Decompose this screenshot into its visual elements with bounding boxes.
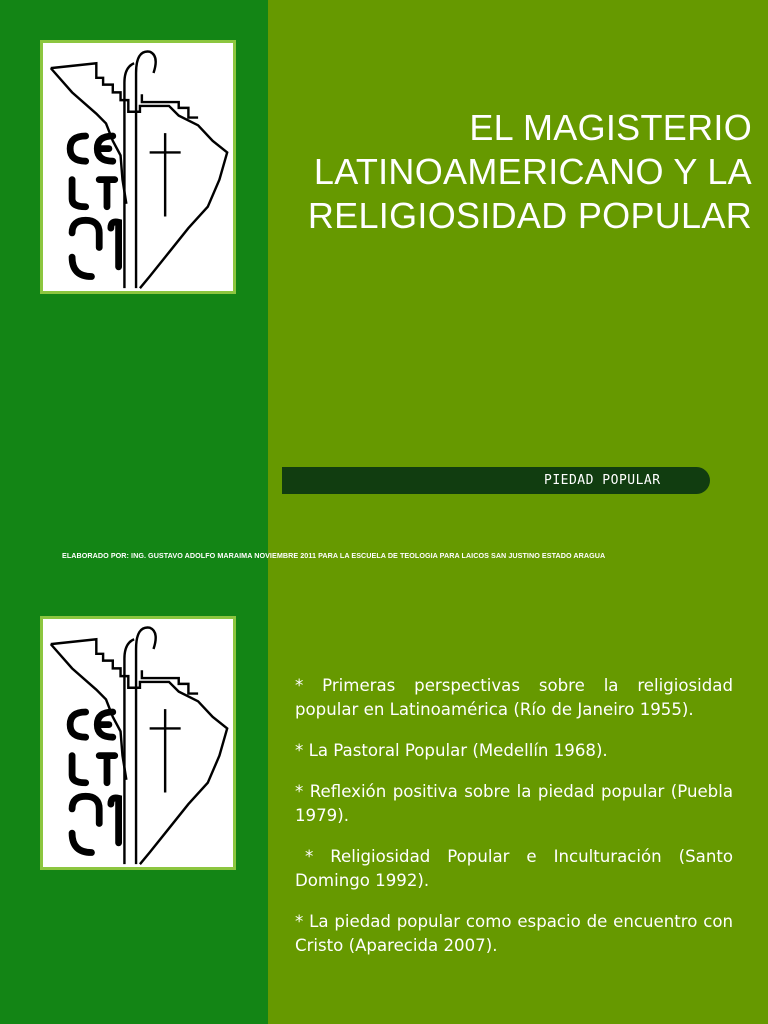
subtitle-bar — [282, 467, 710, 494]
author-credit: ELABORADO POR: ING. GUSTAVO ADOLFO MARAIMA NOVIEMBRE 2011 PARA LA ESCUELA DE TEOLOGIA PARA LAICOS SAN JUSTINO ESTADO ARAGUA — [62, 551, 606, 560]
title-line-2: LATINOAMERICANO Y LA — [313, 151, 752, 192]
celam-logo-icon — [40, 616, 236, 870]
bullet-item: * Reflexión positiva sobre la piedad popular (Puebla 1979). — [295, 782, 733, 825]
title-line-3: RELIGIOSIDAD POPULAR — [307, 195, 752, 236]
slide-title — [262, 106, 752, 238]
bullet-item: * Primeras perspectivas sobre la religiosidad popular en Latinoamérica (Río de Janeiro 1955). — [295, 676, 733, 719]
bullet-item: * La Pastoral Popular (Medellín 1968). — [295, 741, 608, 760]
bullet-item: * Religiosidad Popular e Inculturación (Santo Domingo 1992). — [295, 847, 733, 890]
bullet-item: * La piedad popular como espacio de encuentro con Cristo (Aparecida 2007). — [295, 912, 733, 955]
band-notch-top-2 — [248, 242, 268, 296]
title-line-1: EL MAGISTERIO — [469, 107, 752, 148]
bullet-list — [295, 674, 733, 975]
band-notch-bottom-1 — [248, 616, 268, 656]
subtitle-bar-label: PIEDAD POPULAR — [544, 473, 661, 488]
band-notch-bottom-2 — [248, 818, 268, 872]
band-notch-top-1 — [248, 40, 268, 80]
celam-logo-icon — [40, 40, 236, 294]
